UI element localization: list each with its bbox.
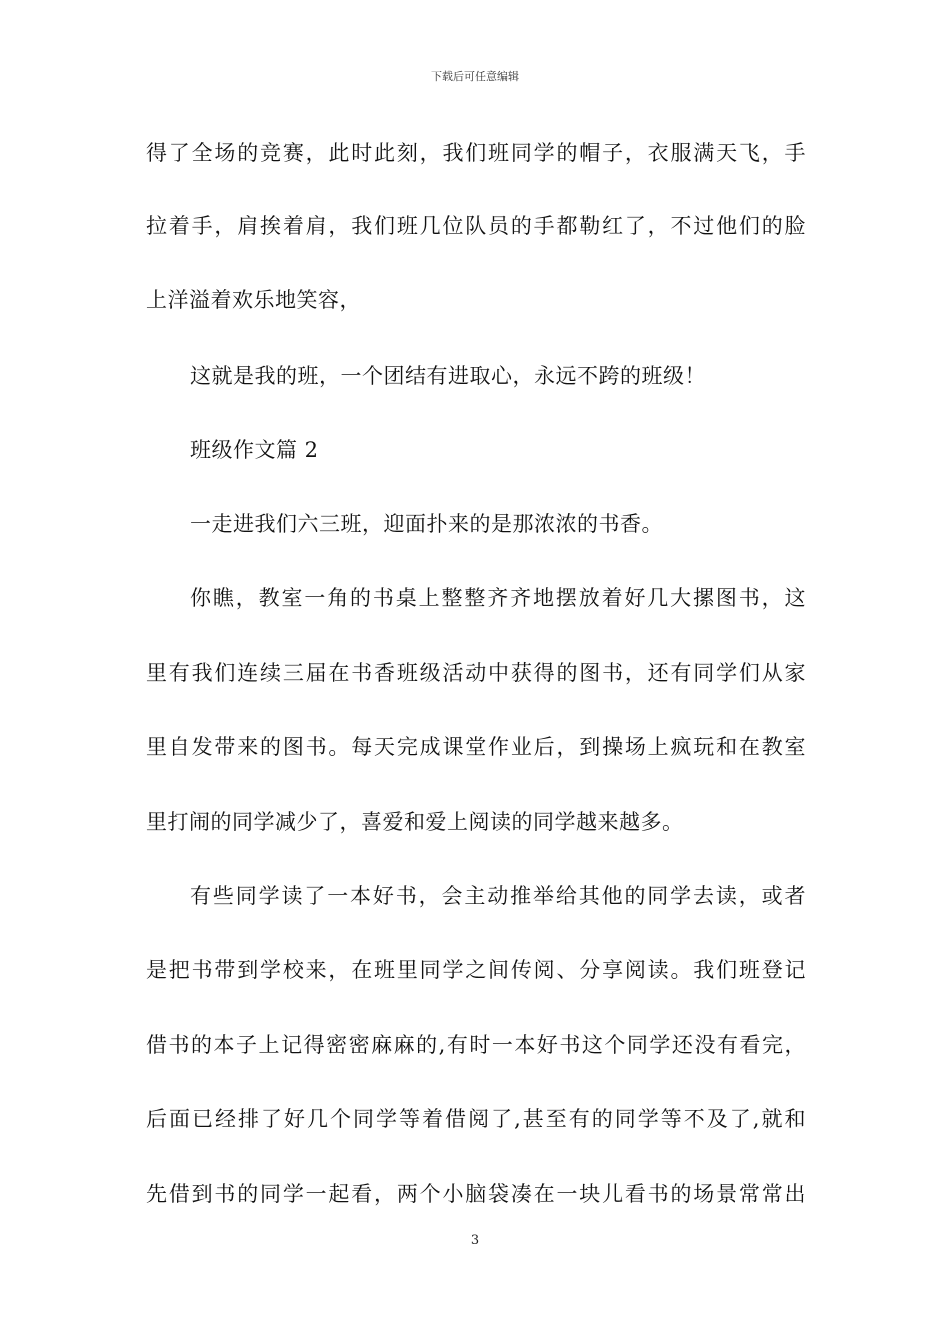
section-heading: 班级作文篇 2 bbox=[190, 438, 319, 462]
text-line-9: 里自发带来的图书。每天完成课堂作业后，到操场上疯玩和在教室 bbox=[146, 735, 806, 759]
text-line-11: 有些同学读了一本好书，会主动推举给其他的同学去读，或者 bbox=[190, 884, 806, 908]
text-line-10: 里打闹的同学减少了，喜爱和爱上阅读的同学越来越多。 bbox=[146, 810, 684, 834]
page-number: 3 bbox=[470, 1233, 480, 1248]
text-line-4: 这就是我的班，一个团结有进取心，永远不跨的班级！ bbox=[190, 364, 706, 388]
text-line-1: 得了全场的竞赛，此时此刻，我们班同学的帽子，衣服满天飞，手 bbox=[146, 141, 806, 165]
text-line-14: 后面已经排了好几个同学等着借阅了,甚至有的同学等不及了,就和 bbox=[146, 1107, 806, 1131]
text-line-3: 上洋溢着欢乐地笑容， bbox=[146, 288, 361, 312]
text-line-2: 拉着手，肩挨着肩，我们班几位队员的手都勒红了，不过他们的脸 bbox=[146, 214, 806, 238]
text-line-15: 先借到书的同学一起看，两个小脑袋凑在一块儿看书的场景常常出 bbox=[146, 1182, 806, 1206]
text-line-8: 里有我们连续三届在书香班级活动中获得的图书，还有同学们从家 bbox=[146, 661, 806, 685]
text-line-6: 一走进我们六三班，迎面扑来的是那浓浓的书香。 bbox=[190, 512, 663, 536]
text-line-12: 是把书带到学校来，在班里同学之间传阅、分享阅读。我们班登记 bbox=[146, 958, 806, 982]
page-header: 下载后可任意编辑 bbox=[431, 70, 519, 83]
text-line-13: 借书的本子上记得密密麻麻的,有时一本好书这个同学还没有看完， bbox=[146, 1033, 806, 1057]
text-line-7: 你瞧，教室一角的书桌上整整齐齐地摆放着好几大摞图书，这 bbox=[190, 586, 806, 610]
